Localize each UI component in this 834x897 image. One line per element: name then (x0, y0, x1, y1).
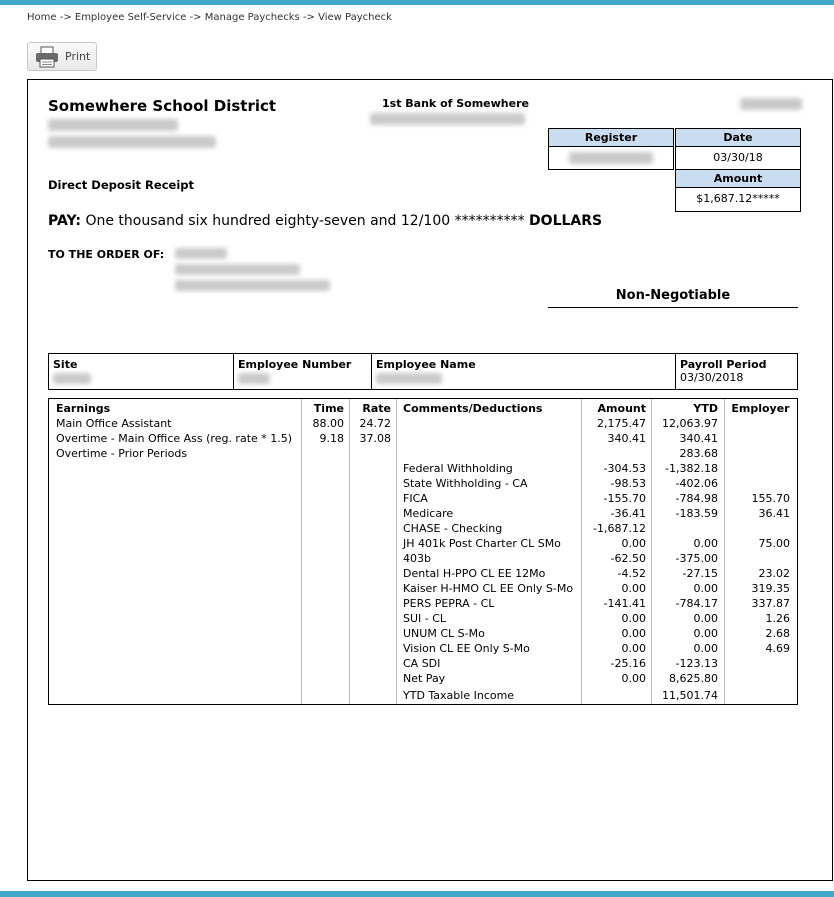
employer-header: Employer (731, 402, 790, 415)
time-header: Time (313, 402, 344, 415)
table-cell-amount: -304.53 (603, 462, 646, 475)
rate-header: Rate (362, 402, 391, 415)
redacted-payee-name (175, 248, 227, 259)
table-cell-amount: -155.70 (603, 492, 646, 505)
amount-header: Amount (676, 170, 800, 188)
table-cell-ytd: -183.59 (675, 507, 718, 520)
column-divider (396, 399, 397, 704)
redacted-site (53, 373, 91, 384)
table-cell-employer: 155.70 (751, 492, 790, 505)
table-cell-earnings: Main Office Assistant (56, 417, 172, 430)
table-cell-amount: -1,687.12 (593, 522, 646, 535)
site-cell (49, 354, 234, 389)
register-header: Register (549, 129, 673, 147)
table-cell-amount: 0.00 (621, 537, 646, 550)
print-button[interactable] (27, 42, 97, 71)
table-cell-amount: 0.00 (621, 672, 646, 685)
table-cell-comments: JH 401k Post Charter CL SMo (403, 537, 561, 550)
pay-suffix: DOLLARS (529, 213, 603, 229)
redacted-employee-name (376, 373, 442, 384)
earnings-deductions-table (48, 398, 798, 705)
redacted-bank-address (370, 113, 525, 125)
table-cell-amount: -4.52 (617, 567, 646, 580)
table-cell-comments: State Withholding - CA (403, 477, 528, 490)
table-cell-ytd: -402.06 (675, 477, 718, 490)
site-header: Site (53, 358, 78, 371)
pay-amount-words: One thousand six hundred eighty-seven and 12/100 ********** (85, 213, 525, 229)
table-cell-ytd: 0.00 (693, 627, 718, 640)
table-cell-amount: -141.41 (603, 597, 646, 610)
table-cell-rate: 24.72 (359, 417, 391, 430)
table-cell-earnings: Overtime - Main Office Ass (reg. rate * 1.5) (56, 432, 293, 445)
bottom-accent-bar (0, 891, 834, 897)
table-cell-ytd: -1,382.18 (665, 462, 718, 475)
redacted-address-line (48, 119, 178, 131)
amount-value: $1,687.12***** (696, 192, 780, 205)
table-cell-employer: 1.26 (765, 612, 790, 625)
receipt-type: Direct Deposit Receipt (48, 178, 194, 192)
table-cell-amount: 0.00 (621, 642, 646, 655)
redacted-register-number (569, 152, 653, 164)
table-cell-amount: -25.16 (610, 657, 646, 670)
table-cell-ytd: 0.00 (693, 582, 718, 595)
employee-info-table (48, 353, 798, 390)
signature-line (548, 307, 798, 308)
table-cell-amount: 2,175.47 (597, 417, 646, 430)
table-cell-employer: 319.35 (751, 582, 790, 595)
print-button-label: Print (65, 50, 91, 63)
table-cell-comments: Medicare (403, 507, 454, 520)
table-cell-employer: 337.87 (751, 597, 790, 610)
top-accent-bar (0, 0, 834, 5)
redacted-payee-city (175, 280, 330, 291)
table-cell-ytd: 12,063.97 (662, 417, 718, 430)
date-box (675, 128, 801, 170)
table-cell-earnings: Overtime - Prior Periods (56, 447, 188, 460)
table-cell-amount: -36.41 (610, 507, 646, 520)
order-of-label: TO THE ORDER OF: (48, 248, 165, 261)
table-cell-comments: Vision CL EE Only S-Mo (403, 642, 530, 655)
table-cell-rate: 37.08 (359, 432, 391, 445)
table-cell-comments: FICA (403, 492, 428, 505)
redacted-payee-address (175, 264, 300, 275)
table-cell-time: 88.00 (312, 417, 344, 430)
pay-line (48, 213, 602, 229)
table-cell-time: 9.18 (319, 432, 344, 445)
table-cell-ytd: 0.00 (693, 642, 718, 655)
redacted-address-line (48, 136, 216, 148)
table-cell-comments: Federal Withholding (403, 462, 513, 475)
table-cell-ytd: 283.68 (679, 447, 718, 460)
payroll-period-value: 03/30/2018 (680, 371, 744, 384)
table-cell-comments: Net Pay (403, 672, 446, 685)
table-cell-comments: CA SDI (403, 657, 441, 670)
table-cell-employer: 36.41 (758, 507, 790, 520)
table-cell-comments: SUI - CL (403, 612, 447, 625)
table-cell-ytd: -784.17 (675, 597, 718, 610)
table-cell-amount: 0.00 (621, 582, 646, 595)
table-cell-amount: 0.00 (621, 612, 646, 625)
table-cell-ytd: -27.15 (682, 567, 718, 580)
table-cell-comments: Kaiser H-HMO CL EE Only S-Mo (403, 582, 574, 595)
breadcrumb[interactable]: Home -> Employee Self-Service -> Manage Paychecks -> View Paycheck (27, 12, 392, 23)
table-cell-comments: 403b (403, 552, 431, 565)
table-cell-ytd: 0.00 (693, 612, 718, 625)
table-cell-ytd: -375.00 (675, 552, 718, 565)
table-cell-ytd: 340.41 (679, 432, 718, 445)
table-cell-comments: PERS PEPRA - CL (403, 597, 495, 610)
non-negotiable-label: Non-Negotiable (615, 288, 731, 303)
ytd-header: YTD (693, 402, 718, 415)
table-cell-ytd: -123.13 (675, 657, 718, 670)
employee-number-cell (234, 354, 372, 389)
table-cell-employer: 23.02 (758, 567, 790, 580)
table-cell-comments: UNUM CL S-Mo (403, 627, 485, 640)
table-cell-ytd: -784.98 (675, 492, 718, 505)
comments-header: Comments/Deductions (403, 402, 543, 415)
table-cell-amount: 0.00 (621, 627, 646, 640)
table-cell-comments: YTD Taxable Income (403, 689, 515, 702)
table-cell-amount: -98.53 (610, 477, 646, 490)
table-cell-ytd: 11,501.74 (662, 689, 718, 702)
district-name: Somewhere School District (48, 97, 277, 115)
date-header: Date (676, 129, 800, 147)
table-cell-amount: -62.50 (610, 552, 646, 565)
table-cell-ytd: 0.00 (693, 537, 718, 550)
employee-name-header: Employee Name (376, 358, 476, 371)
table-cell-amount: 340.41 (607, 432, 646, 445)
table-cell-comments: Dental H-PPO CL EE 12Mo (403, 567, 546, 580)
table-cell-employer: 75.00 (758, 537, 790, 550)
employee-number-header: Employee Number (238, 358, 352, 371)
bank-name: 1st Bank of Somewhere (382, 97, 529, 110)
table-cell-ytd: 8,625.80 (669, 672, 718, 685)
redacted-employee-number (238, 373, 270, 384)
pay-label: PAY: (48, 213, 81, 229)
table-cell-employer: 4.69 (765, 642, 790, 655)
table-cell-comments: CHASE - Checking (403, 522, 503, 535)
amount-header: Amount (597, 402, 646, 415)
amount-box (675, 170, 801, 212)
payroll-period-cell (676, 354, 797, 389)
payroll-period-header: Payroll Period (680, 358, 767, 371)
date-value: 03/30/18 (713, 151, 763, 164)
redacted-check-number (740, 98, 802, 110)
register-box (548, 128, 674, 170)
earnings-header: Earnings (56, 402, 111, 415)
employee-name-cell (372, 354, 676, 389)
printer-icon (35, 46, 59, 68)
table-cell-employer: 2.68 (765, 627, 790, 640)
column-divider (724, 399, 725, 704)
